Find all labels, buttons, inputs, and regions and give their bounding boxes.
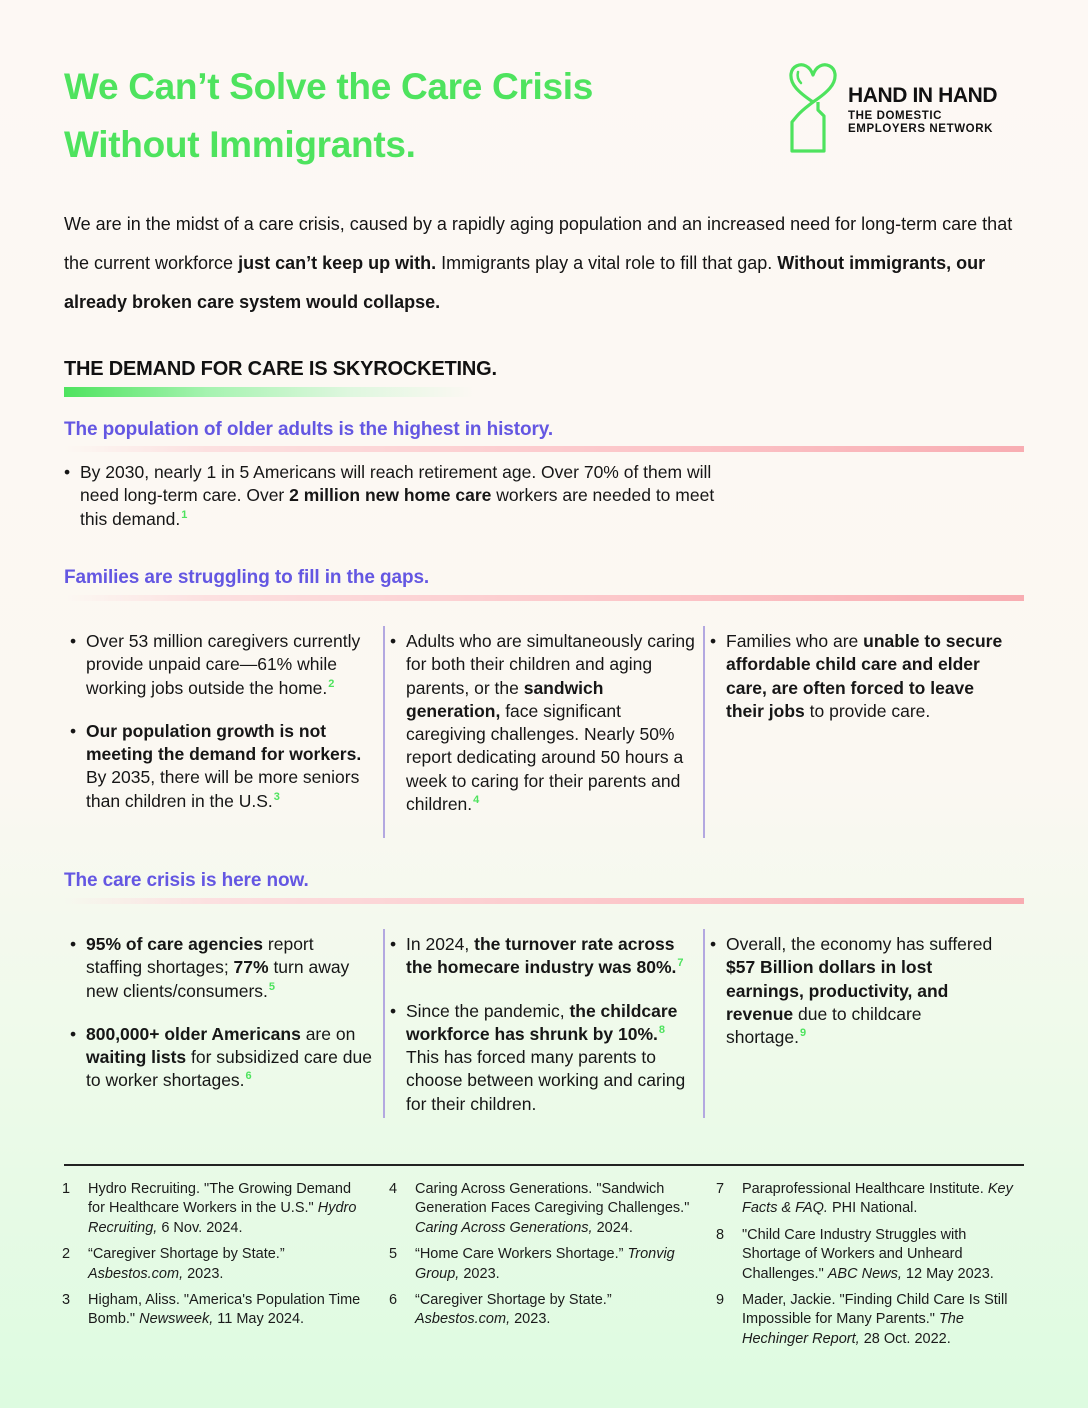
crisis-column-2 bbox=[386, 933, 702, 1116]
footnote-ref[interactable]: 4 bbox=[473, 794, 480, 807]
section-divider bbox=[64, 446, 1024, 452]
bullet-emphasis: Our population growth is not meeting the demand for workers. bbox=[86, 720, 362, 765]
bullet-item bbox=[386, 933, 702, 980]
intro-emphasis-2: Without immigrants, our already broken care system would collapse. bbox=[64, 253, 986, 312]
reference-date: 6 Nov. 2024. bbox=[157, 1219, 243, 1236]
bullet-text: Overall, the economy has suffered bbox=[726, 934, 993, 954]
bullet-text: By 2035, there will be more seniors than children in the U.S. bbox=[86, 767, 360, 811]
families-column-3 bbox=[706, 630, 1006, 723]
footnote-ref[interactable]: 2 bbox=[328, 677, 335, 690]
reference-text: Paraprofessional Healthcare Institute. bbox=[742, 1181, 988, 1197]
footnote-ref[interactable]: 8 bbox=[658, 1023, 666, 1036]
reference-date: PHI National. bbox=[827, 1200, 918, 1217]
reference-source: Caring Across Generations, bbox=[415, 1219, 593, 1236]
bullet-emphasis: 77% bbox=[233, 957, 269, 978]
reference-source: Newsweek, bbox=[139, 1311, 214, 1328]
reference-source: Asbestos.com, bbox=[88, 1265, 184, 1282]
footnote-ref[interactable]: 5 bbox=[268, 980, 276, 993]
reference-text: Higham, Aliss. "America's Population Time Bomb." bbox=[88, 1292, 361, 1328]
section-heading-crisis-now: The care crisis is here now. bbox=[64, 870, 309, 891]
bullet-item bbox=[386, 630, 702, 816]
bullet-text: report staffing shortages; bbox=[86, 934, 314, 978]
reference-item bbox=[62, 1291, 362, 1330]
families-column-1 bbox=[66, 630, 374, 813]
reference-text: Mader, Jackie. "Finding Child Care Is Still Impossible for Many Parents." bbox=[742, 1292, 1008, 1328]
title-line-1: We Can’t Solve the Care Crisis bbox=[64, 66, 594, 107]
reference-date: 11 May 2024. bbox=[213, 1311, 305, 1328]
logo-name: HAND IN HAND bbox=[848, 84, 998, 107]
main-heading-underline bbox=[64, 387, 474, 397]
bullet-text: for subsidized care due to worker shortages. bbox=[86, 1047, 372, 1091]
footnote-ref[interactable]: 6 bbox=[245, 1070, 252, 1083]
bullet-text: Families who are bbox=[726, 631, 864, 651]
section-heading-families: Families are struggling to fill in the gaps. bbox=[64, 567, 430, 588]
reference-number: 3 bbox=[62, 1292, 71, 1309]
intro-paragraph bbox=[64, 205, 1024, 322]
reference-text: Hydro Recruiting. "The Growing Demand for Healthcare Workers in the U.S." bbox=[88, 1181, 352, 1217]
reference-date: 2023. bbox=[510, 1311, 551, 1328]
bullet-emphasis: waiting lists bbox=[86, 1047, 187, 1068]
bullet-item bbox=[706, 630, 1006, 723]
reference-source: Asbestos.com, bbox=[415, 1311, 511, 1328]
intro-emphasis-1: just can’t keep up with. bbox=[238, 253, 437, 273]
column-divider bbox=[383, 626, 385, 838]
section-heading-older-adults: The population of older adults is the highest in history. bbox=[64, 419, 554, 440]
section-divider bbox=[64, 898, 1024, 904]
reference-number: 7 bbox=[716, 1181, 725, 1197]
bullet-text: due to childcare shortage. bbox=[726, 1003, 922, 1048]
reference-item bbox=[62, 1180, 362, 1238]
reference-date: 2023. bbox=[183, 1265, 224, 1282]
bullet-emphasis: the turnover rate across the homecare industry was 80%. bbox=[406, 934, 677, 978]
bullet-item bbox=[706, 933, 1006, 1049]
bullet-text: In 2024, bbox=[406, 934, 475, 954]
section-divider bbox=[64, 595, 1024, 601]
reference-date: 28 Oct. 2022. bbox=[859, 1330, 951, 1347]
column-divider bbox=[383, 929, 385, 1118]
logo-subtitle-line-2: EMPLOYERS NETWORK bbox=[848, 123, 994, 135]
references-column-2 bbox=[389, 1180, 701, 1337]
reference-item bbox=[716, 1226, 1028, 1284]
bullet-item bbox=[60, 461, 740, 531]
bullet-emphasis: sandwich generation, bbox=[406, 677, 604, 721]
column-divider bbox=[703, 626, 705, 838]
reference-source: The Hechinger Report, bbox=[742, 1311, 964, 1347]
footnotes-rule bbox=[64, 1164, 1024, 1166]
reference-number: 8 bbox=[716, 1226, 725, 1243]
reference-text: Caring Across Generations. "Sandwich Generation Faces Caregiving Challenges." bbox=[415, 1181, 690, 1217]
bullet-text: workers are needed to meet this demand. bbox=[80, 485, 715, 529]
reference-text: "Child Care Industry Struggles with Shortage of Workers and Unheard Challenges." bbox=[742, 1226, 967, 1282]
footnote-ref[interactable]: 1 bbox=[181, 508, 188, 521]
reference-text: “Home Care Workers Shortage.” bbox=[415, 1246, 628, 1263]
bullet-emphasis: the childcare workforce has shrunk by 10%. bbox=[406, 1000, 678, 1044]
bullet-item bbox=[66, 630, 374, 700]
reference-number: 1 bbox=[62, 1181, 71, 1197]
reference-number: 6 bbox=[389, 1292, 398, 1309]
bullet-item bbox=[66, 720, 374, 813]
bullet-emphasis: unable to secure affordable child care and elder care, are often forced to leave their jobs bbox=[726, 631, 1003, 721]
crisis-column-3 bbox=[706, 933, 1006, 1049]
bullet-emphasis: $57 Billion dollars in lost earnings, productivity, and revenue bbox=[726, 957, 949, 1024]
families-column-2 bbox=[386, 630, 702, 816]
bullet-text: By 2030, nearly 1 in 5 Americans will reach retirement age. Over 70% of them will need long-term care. Over bbox=[80, 462, 712, 506]
logo-subtitle bbox=[848, 110, 993, 136]
bullet-text: face significant caregiving challenges. Nearly 50% report dedicating around 50 hours a week to caring for their parents and children. bbox=[406, 700, 684, 815]
intro-text-1: We are in the midst of a care crisis, caused by a rapidly aging population and an increased need for long-term care that the current workforce bbox=[64, 214, 1013, 273]
bullet-emphasis: 2 million new home care bbox=[289, 485, 492, 506]
reference-source: ABC News, bbox=[827, 1265, 902, 1282]
bullet-item bbox=[386, 1000, 702, 1116]
reference-source: Hydro Recruiting, bbox=[88, 1200, 357, 1236]
main-heading: THE DEMAND FOR CARE IS SKYROCKETING. bbox=[64, 358, 497, 380]
references-column-1 bbox=[62, 1180, 362, 1337]
reference-number: 5 bbox=[389, 1246, 398, 1263]
footnote-ref[interactable]: 3 bbox=[273, 790, 280, 803]
bullet-item bbox=[66, 1023, 374, 1093]
reference-date: 12 May 2023. bbox=[901, 1265, 994, 1282]
reference-item bbox=[716, 1180, 1028, 1219]
reference-date: 2024. bbox=[592, 1219, 633, 1236]
reference-number: 2 bbox=[62, 1246, 71, 1263]
reference-source: Key Facts & FAQ. bbox=[742, 1181, 1013, 1217]
reference-number: 9 bbox=[716, 1292, 725, 1309]
heart-house-icon bbox=[788, 62, 838, 154]
reference-item bbox=[716, 1291, 1028, 1349]
bullet-text: Adults who are simultaneously caring for both their children and aging parents, or the bbox=[406, 631, 695, 698]
bullet-item bbox=[66, 933, 374, 1003]
footnote-ref[interactable]: 7 bbox=[677, 957, 684, 970]
logo-subtitle-line-1: THE DOMESTIC bbox=[848, 110, 943, 122]
footnote-ref[interactable]: 9 bbox=[799, 1027, 807, 1040]
title-line-2: Without Immigrants. bbox=[64, 124, 416, 165]
bullet-emphasis: 800,000+ older Americans bbox=[86, 1023, 301, 1044]
reference-date: 2023. bbox=[459, 1265, 500, 1282]
column-divider bbox=[703, 929, 705, 1118]
intro-text-2: Immigrants play a vital role to fill that gap. bbox=[436, 253, 778, 273]
bullet-text: turn away new clients/consumers. bbox=[86, 957, 350, 1001]
reference-item bbox=[389, 1291, 701, 1330]
hand-in-hand-logo bbox=[788, 62, 1038, 154]
bullet-text: to provide care. bbox=[804, 700, 931, 721]
page-title bbox=[64, 58, 593, 174]
bullet-text: This has forced many parents to choose between working and caring for their children. bbox=[406, 1047, 686, 1114]
reference-text: “Caregiver Shortage by State.” bbox=[88, 1246, 285, 1263]
crisis-column-1 bbox=[66, 933, 374, 1093]
bullet-emphasis: 95% of care agencies bbox=[86, 934, 264, 954]
bullet-text: Over 53 million caregivers currently provide unpaid care—61% while working jobs outside the home. bbox=[86, 631, 361, 698]
reference-number: 4 bbox=[389, 1181, 398, 1197]
bullet-text: Since the pandemic, bbox=[406, 1000, 570, 1021]
reference-item bbox=[389, 1180, 701, 1238]
bullet-text: are on bbox=[300, 1023, 356, 1044]
references-column-3 bbox=[716, 1180, 1028, 1356]
reference-text: “Caregiver Shortage by State.” bbox=[415, 1292, 612, 1309]
reference-item bbox=[62, 1245, 362, 1284]
reference-item bbox=[389, 1245, 701, 1284]
reference-source: Tronvig Group, bbox=[415, 1246, 675, 1282]
